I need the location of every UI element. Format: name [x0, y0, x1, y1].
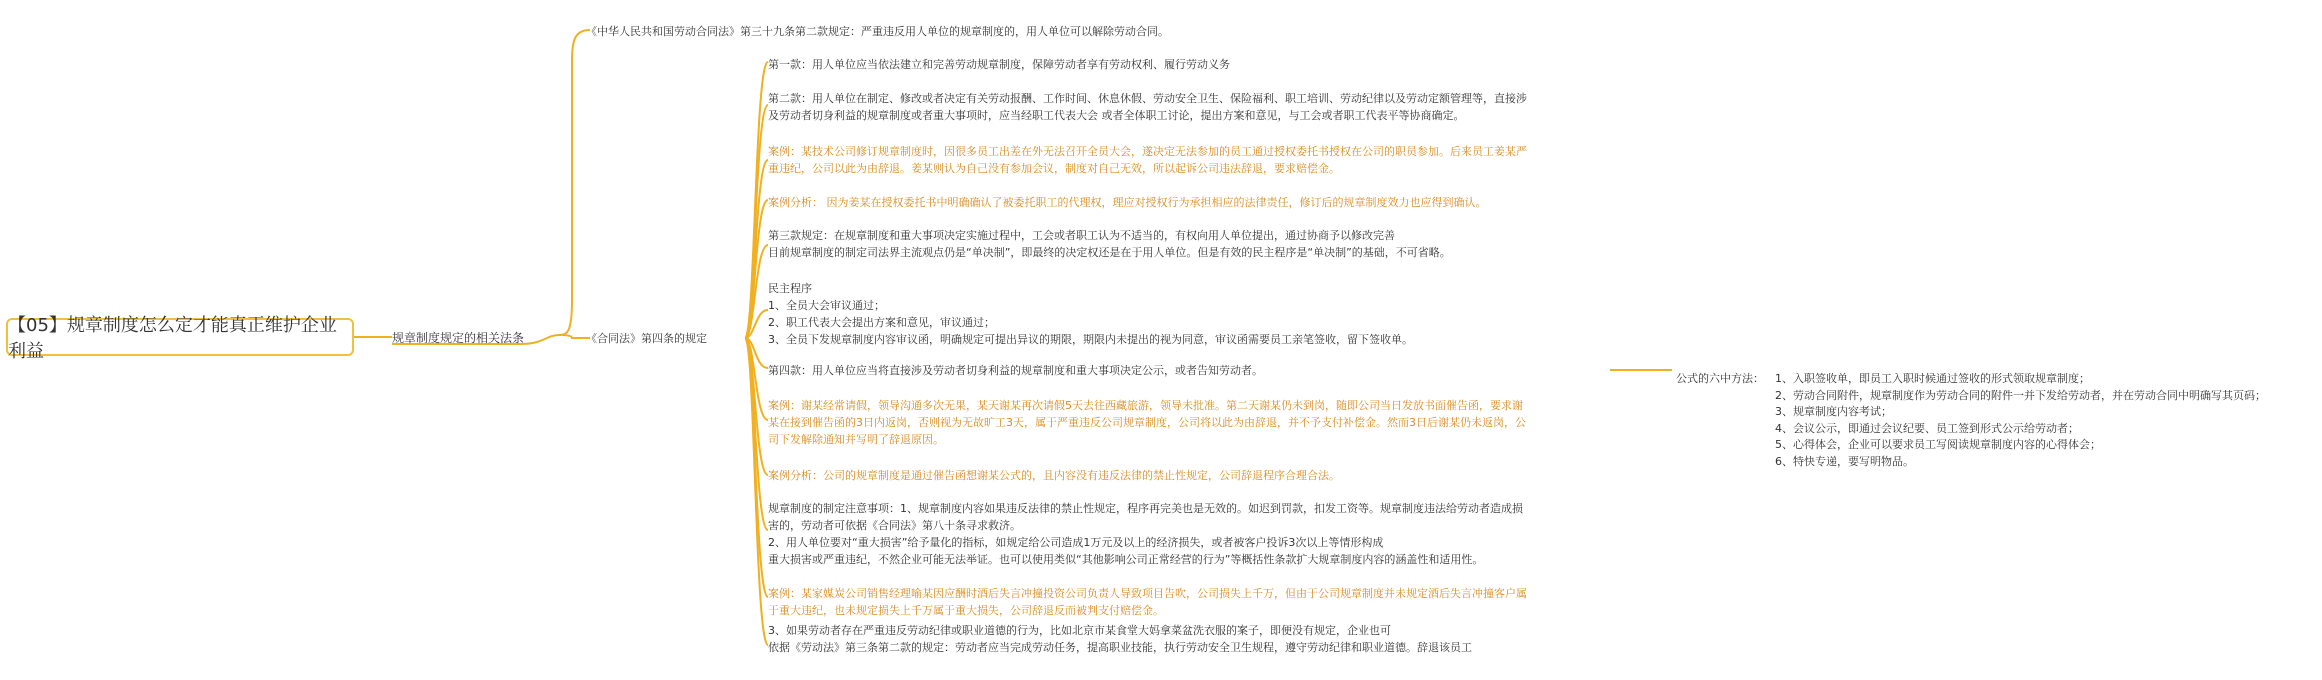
item-text-line: 规章制度的制定注意事项：1、规章制度内容如果违反法律的禁止性规定，程序再完美也是无效的。如迟到罚款，扣发工资等。规章制度违法给劳动者造成损 — [768, 502, 1523, 515]
item-text-line: 司下发解除通知并写明了辞退原因。 — [768, 433, 944, 446]
item-text-line: 第四款：用人单位应当将直接涉及劳动者切身利益的规章制度和重大事项决定公示，或者告知劳动者。 — [768, 364, 1263, 377]
item-text-line: 案例分析：公司的规章制度是通过催告函想谢某公式的，且内容没有违反法律的禁止性规定，公司辞退程序合理合法。 — [768, 469, 1340, 482]
item-text-line: 2、职工代表大会提出方案和意见，审议通过； — [768, 316, 995, 329]
article4-item-12[interactable] — [768, 622, 1472, 656]
article4-item-7[interactable] — [768, 362, 1263, 379]
item-text-line: 案例：某家媒炭公司销售经理喻某因应酬时酒后失言冲撞投资公司负责人导致项目告吹，公司损失上千万，但由于公司规章制度并未规定酒后失言冲撞客户属 — [768, 587, 1527, 600]
article4-item-5[interactable] — [768, 227, 1451, 261]
publicity-method-1: 1、入职签收单，即员工入职时候通过签收的形式领取规章制度； — [1775, 372, 2090, 385]
article4-item-11[interactable] — [768, 585, 1527, 619]
publicity-method-3: 3、规章制度内容考试； — [1775, 405, 1892, 418]
item-text-line: 民主程序 — [768, 282, 812, 295]
article4-item-6[interactable] — [768, 280, 1413, 348]
article4-item-10[interactable] — [768, 500, 1523, 568]
branch-law-provisions[interactable]: 规章制度规定的相关法条 — [392, 331, 525, 345]
item-text-line: 及劳动者切身利益的规章制度或者重大事项时，应当经职工代表大会 或者全体职工讨论，提出方案和意见，与工会或者职工代表平等协商确定。 — [768, 109, 1465, 122]
article4-item-3[interactable] — [768, 143, 1527, 177]
item-text-line: 第三款规定：在规章制度和重大事项决定实施过程中，工会或者职工认为不适当的，有权向用人单位提出，通过协商予以修改完善 — [768, 229, 1395, 242]
item-text-line: 目前规章制度的制定司法界主流观点仍是“单决制”，即最终的决定权还是在于用人单位。但是有效的民主程序是“单决制”的基础，不可省略。 — [768, 246, 1451, 259]
item-text-line: 害的，劳动者可依据《合同法》第八十条寻求救济。 — [768, 519, 1021, 532]
article4-item-2[interactable] — [768, 90, 1527, 124]
item-text-line: 2、用人单位要对“重大损害”给予量化的指标，如规定给公司造成1万元及以上的经济损失，或者被客户投诉3次以上等情形构成 — [768, 536, 1384, 549]
item-text-line: 某在接到催告函的3日内返岗，否则视为无故旷工3天，属于严重违反公司规章制度，公司将以此为由辞退，并不予支付补偿金。然而3日后谢某仍未返岗，公 — [768, 416, 1526, 429]
publicity-method-4: 4、会议公示，即通过会议纪要、员工签到形式公示给劳动者； — [1775, 421, 2079, 435]
item-text-line: 案例：谢某经常请假，领导沟通多次无果，某天谢某再次请假5天去往西藏旅游，领导未批准。第二天谢某仍未到岗，随即公司当日发放书面催告函，要求谢 — [768, 399, 1523, 412]
article4-item-4[interactable] — [768, 194, 1487, 211]
root-topic[interactable]: 【05】规章制度怎么定才能真正维护企业利益 — [6, 318, 354, 356]
publicity-method-6: 6、特快专递，要写明物品。 — [1775, 454, 1914, 468]
item-text-line: 于重大违纪，也未规定损失上千万属于重大损失，公司辞退反而被判支付赔偿金。 — [768, 604, 1164, 617]
item-text-line: 1、全员大会审议通过； — [768, 299, 885, 312]
item-text-line: 第一款：用人单位应当依法建立和完善劳动规章制度，保障劳动者享有劳动权利、履行劳动义务 — [768, 58, 1230, 71]
item-text-line: 3、如果劳动者存在严重违反劳动纪律或职业道德的行为，比如北京市某食堂大妈拿菜盆洗衣服的案子，即便没有规定，企业也可 — [768, 624, 1391, 637]
article4-item-9[interactable] — [768, 467, 1340, 484]
publicity-method-5: 5、心得体会，企业可以要求员工写阅读规章制度内容的心得体会； — [1775, 438, 2101, 451]
item-text-line: 3、全员下发规章制度内容审议函，明确规定可提出异议的期限，期限内未提出的视为同意，审议函需要员工亲笔签收，留下签收单。 — [768, 333, 1413, 346]
item-text-line: 依据《劳动法》第三条第二款的规定：劳动者应当完成劳动任务，提高职业技能，执行劳动安全卫生规程，遵守劳动纪律和职业道德。辞退该员工 — [768, 641, 1472, 654]
contract-law-article4-node[interactable]: 《合同法》第四条的规定 — [586, 332, 707, 345]
item-text-line: 案例：某技术公司修订规章制度时，因很多员工出差在外无法召开全员大会，遂决定无法参加的员工通过授权委托书授权在公司的职员参加。后来员工姜某严 — [768, 145, 1527, 158]
item-text-line: 重大损害或严重违纪，不然企业可能无法举证。也可以使用类似“其他影响公司正常经营的行为”等概括性条款扩大规章制度内容的涵盖性和适用性。 — [768, 553, 1484, 566]
publicity-methods-label[interactable]: 公式的六中方法： — [1676, 372, 1764, 385]
item-text-line: 第二款：用人单位在制定、修改或者决定有关劳动报酬、工作时间、休息休假、劳动安全卫生、保险福利、职工培训、劳动纪律以及劳动定额管理等，直接涉 — [768, 92, 1527, 105]
labor-contract-law-node[interactable]: 《中华人民共和国劳动合同法》第三十九条第二款规定：严重违反用人单位的规章制度的，用人单位可以解除劳动合同。 — [586, 25, 1169, 38]
publicity-method-2: 2、劳动合同附件，规章制度作为劳动合同的附件一并下发给劳动者，并在劳动合同中明确写其页码； — [1775, 388, 2266, 402]
article4-item-1[interactable] — [768, 56, 1230, 73]
item-text-line: 重违纪，公司以此为由辞退。姜某则认为自己没有参加会议，制度对自己无效，所以起诉公司违法辞退，要求赔偿金。 — [768, 162, 1340, 175]
item-text-line: 案例分析： 因为姜某在授权委托书中明确确认了被委托职工的代理权，理应对授权行为承担相应的法律责任，修订后的规章制度效力也应得到确认。 — [768, 196, 1487, 209]
article4-item-8[interactable] — [768, 397, 1526, 448]
